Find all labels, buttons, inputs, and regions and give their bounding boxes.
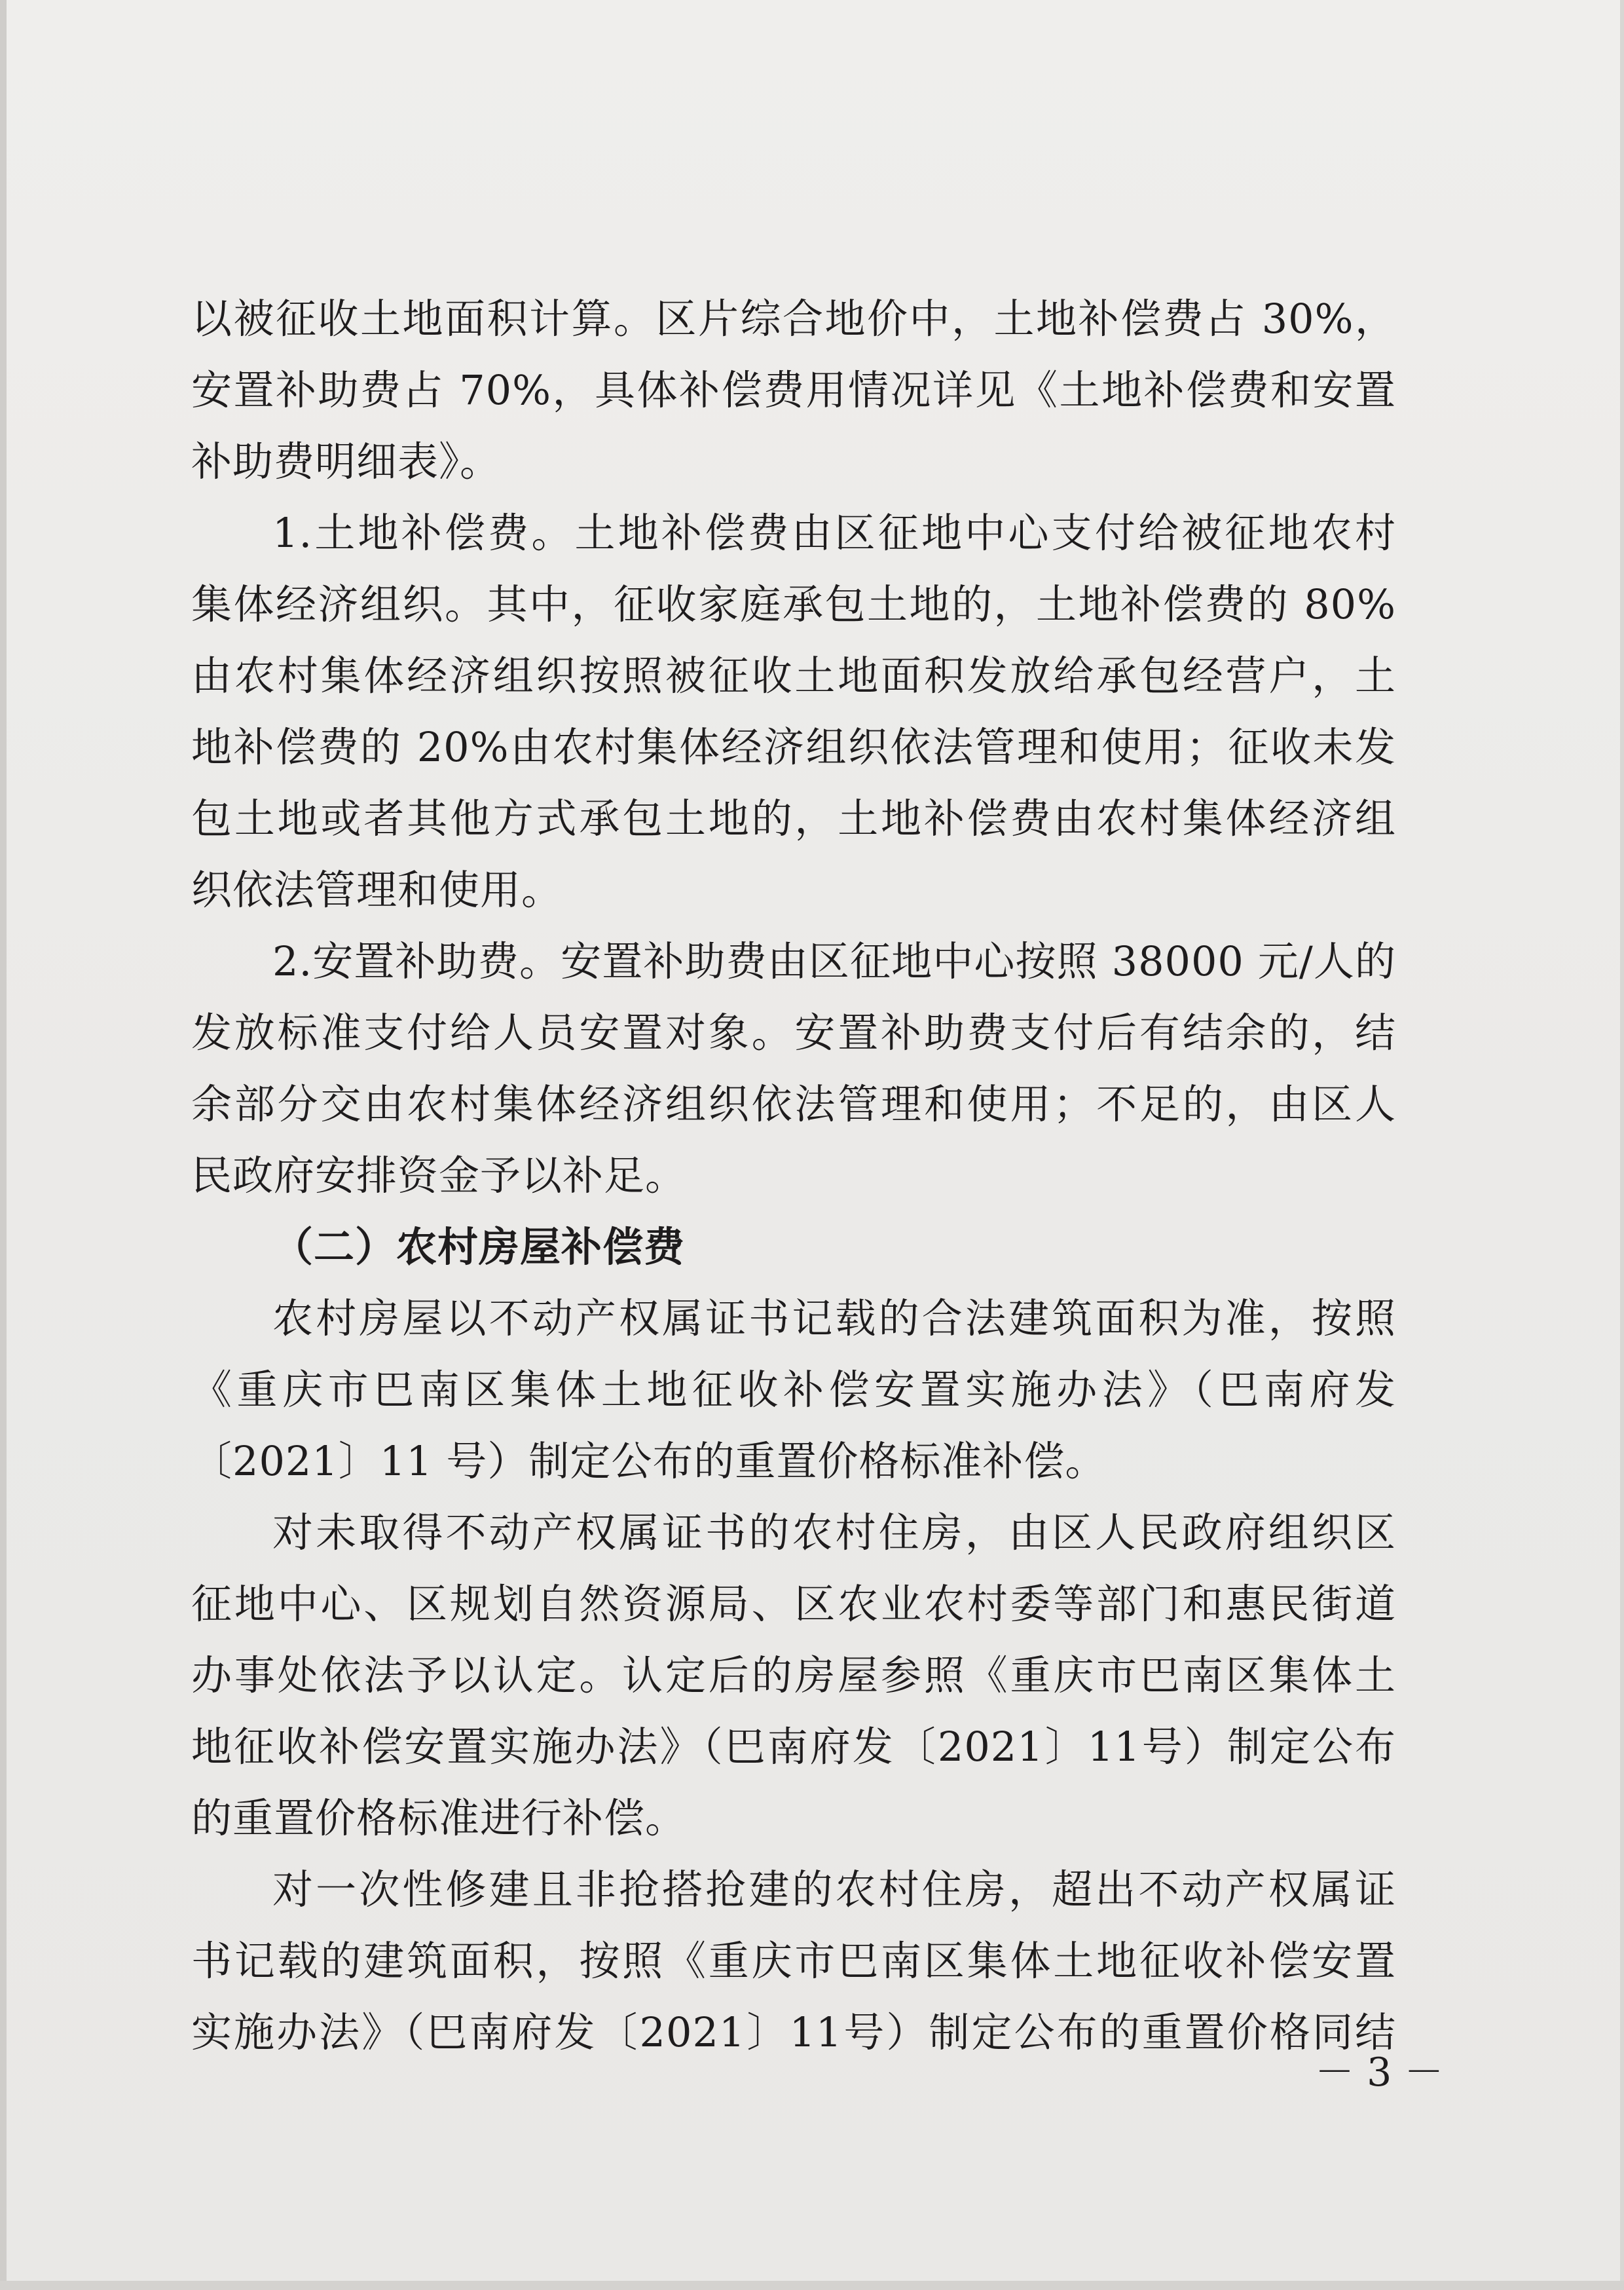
body-line: 由农村集体经济组织按照被征收土地面积发放给承包经营户，土	[191, 652, 1396, 700]
body-line: 集体经济组织。其中，征收家庭承包土地的，土地补偿费的 80%	[191, 580, 1396, 628]
scan-edge-bottom	[0, 2281, 1624, 2290]
body-line: 织依法管理和使用。	[191, 866, 563, 914]
body-line: 发放标准支付给人员安置对象。安置补助费支付后有结余的，结	[191, 1009, 1396, 1057]
body-line: 民政府安排资金予以补足。	[191, 1152, 687, 1199]
body-line: 征地中心、区规划自然资源局、区农业农村委等部门和惠民街道	[191, 1580, 1396, 1628]
body-line: 书记载的建筑面积，按照《重庆市巴南区集体土地征收补偿安置	[191, 1937, 1396, 1985]
body-line: 地征收补偿安置实施办法》（巴南府发〔2021〕11号）制定公布	[191, 1723, 1396, 1771]
body-line: 以被征收土地面积计算。区片综合地价中，土地补偿费占 30%，	[191, 295, 1396, 343]
section-heading: （二）农村房屋补偿费	[272, 1223, 686, 1271]
scan-edge-left	[0, 0, 7, 2290]
body-line: 包土地或者其他方式承包土地的，土地补偿费由农村集体经济组	[191, 795, 1396, 842]
body-line: 对未取得不动产权属证书的农村住房，由区人民政府组织区	[272, 1509, 1396, 1556]
body-line: 对一次性修建且非抢搭抢建的农村住房，超出不动产权属证	[272, 1866, 1396, 1913]
body-line: 农村房屋以不动产权属证书记载的合法建筑面积为准，按照	[272, 1294, 1396, 1342]
page-number: － 3 －	[1315, 2050, 1444, 2095]
body-line: 《重庆市巴南区集体土地征收补偿安置实施办法》（巴南府发	[191, 1366, 1396, 1414]
body-line: 补助费明细表》。	[191, 438, 502, 485]
scan-edge-right	[1620, 0, 1624, 2290]
body-line: 办事处依法予以认定。认定后的房屋参照《重庆市巴南区集体土	[191, 1651, 1396, 1699]
document-body	[191, 283, 1396, 2068]
body-line: 的重置价格标准进行补偿。	[191, 1794, 687, 1842]
body-line: 余部分交由农村集体经济组织依法管理和使用；不足的，由区人	[191, 1080, 1396, 1128]
body-line: 1.土地补偿费。土地补偿费由区征地中心支付给被征地农村	[272, 509, 1396, 557]
body-line: 安置补助费占 70%，具体补偿费用情况详见《土地补偿费和安置	[191, 366, 1396, 414]
body-line: 〔2021〕11 号）制定公布的重置价格标准补偿。	[191, 1437, 1107, 1485]
body-line: 地补偿费的 20%由农村集体经济组织依法管理和使用；征收未发	[191, 723, 1396, 771]
body-line: 实施办法》（巴南府发〔2021〕11号）制定公布的重置价格同结	[191, 2008, 1396, 2056]
body-line: 2.安置补助费。安置补助费由区征地中心按照 38000 元/人的	[272, 937, 1396, 985]
